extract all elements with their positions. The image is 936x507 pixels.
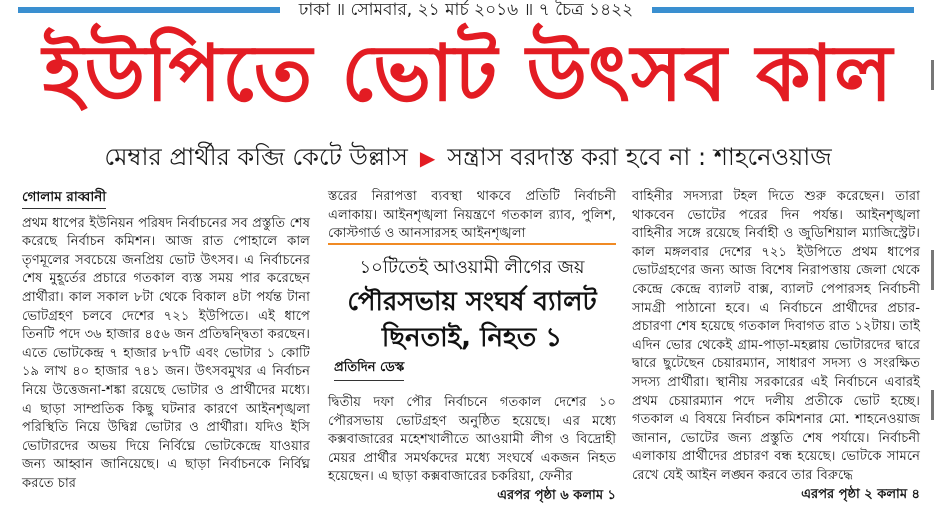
lead-story-text-3: বাহিনীর সদস্যরা টহল দিতে শুরু করেছেন। তারা থাকবেন ভোটের পরের দিন পর্যন্ত। আইনশৃঙ্খলা বাহিনীর সঙ্গে রয়েছে নির্বাহী ও জুডিশিয়াল ম্যাজিস্ট্রেট। কাল মঙ্গলবার দেশের ৭২১ ইউপিতে প্রথম ধাপের ভোটগ্রহণের জন্য আজ বিশেষ নিরাপত্তায় জেলা থেকে কেন্দ্রে কেন্দ্রে ব্যালট বাক্স, ব্যালট পেপারসহ নির্বাচনী সামগ্রী পাঠানো হবে। এ নির্বাচনে প্রার্থীদের প্রচার-প্রচারণা শেষ হয়েছে গতকাল দিবাগত রাত ১২টায়। তাই এদিন ভোর থেকেই গ্রাম-পাড়া-মহল্লায় ভোটারদের দ্বারে দ্বারে ছুটেছেন চেয়ারম্যান, সাধারণ সদস্য ও সংরক্ষিত সদস্য প্রার্থীরা। স্থানীয় সরকারের এই নির্বাচনে এবারই প্রথম চেয়ারম্যান পদে দলীয় প্রতীকে ভোট হচ্ছে। গতকাল এ বিষয়ে নির্বাচন কমিশনার মো. শাহনেওয়াজ জানান, ভোটের জন্য প্রস্তুতি শেষ পর্যায়ে। নির্বাচনী এলাকায় প্রার্থীদের প্রচারণ বন্ধ হয়েছে। ভোটকে সামনে রেখে যেই আইন লঙ্ঘন করবে তার বিরুদ্ধে [632, 189, 920, 483]
second-story-kicker: ১০টিতেই আওয়ামী লীগের জয় [359, 257, 585, 278]
dateline: ঢাকা ॥ সোমবার, ২১ মার্চ ২০১৬ ॥ ৭ চৈত্র ১৪২২ [298, 0, 634, 20]
subhead-right: সন্ত্রাস বরদাস্ত করা হবে না : শাহনেওয়াজ [447, 143, 832, 171]
subhead-left: মেম্বার প্রার্থীর কব্জি কেটে উল্লাস [104, 143, 408, 171]
second-story-byline: প্রতিদিন ডেস্ক [334, 358, 404, 381]
byline: গোলাম রাব্বানী [22, 188, 106, 209]
edge-mark [931, 390, 934, 420]
top-rule-right [652, 7, 914, 13]
triangle-right-icon: ▶ [419, 146, 436, 170]
section-divider [328, 243, 616, 245]
continued-line: এরপর পৃষ্ঠা ৬ কলাম ১ [497, 487, 616, 503]
edge-mark [931, 60, 934, 90]
edge-mark [931, 250, 934, 290]
lead-story-column-2 [328, 188, 616, 244]
lead-headline: ইউপিতে ভোট উৎসব কাল [42, 29, 894, 119]
lead-story-text-1: প্রথম ধাপের ইউনিয়ন পরিষদ নির্বাচনের সব প্রস্তুতি শেষ করেছে নির্বাচন কমিশন। আজ রাত পোহালে কাল তৃণমূলের সবচেয়ে জনপ্রিয় ভোট উৎসব। এ নির্বাচনের শেষ মুহূর্তের প্রচারে গতকাল ব্যস্ত সময় পার করেছেন প্রার্থীরা। কাল সকাল ৮টা থেকে বিকাল ৪টা পর্যন্ত টানা ভোটগ্রহণ চলবে দেশের ৭২১ ইউপিতে। এই ধাপে তিনটি পদে ৩৬ হাজার ৪৫৬ জন প্রতিদ্বন্দ্বিতা করছেন। এতে ভোটকেন্দ্র ৭ হাজার ৮৭টি এবং ভোটার ১ কোটি ১৯ লাখ ৪০ হাজার ৭৪১ জন। উৎসবমুখর এ নির্বাচন নিয়ে উত্তেজনা-শঙ্কা রয়েছে ভোটার ও প্রার্থীদের মধ্যে। এ ছাড়া সাম্প্রতিক কিছু ঘটনার কারণে আইনশৃঙ্খলা পরিস্থিতি নিয়ে উদ্বিগ্ন ভোটার ও প্রার্থীরা। যদিও ইসি ভোটারদের অভয় দিয়ে নির্বিঘ্নে ভোটকেন্দ্রে যাওয়ার জন্য আহ্বান জানিয়েছে। এ ছাড়া নির্বাচনকে নির্বিঘ্ন করতে চার [22, 215, 310, 491]
continued-line: এরপর পৃষ্ঠা ২ কলাম ৪ [801, 486, 920, 502]
second-story-text: দ্বিতীয় দফা পৌর নির্বাচনে গতকাল দেশের ১০ পৌরসভায় ভোটগ্রহণ অনুষ্ঠিত হয়েছে। এর মধ্যে কক্সবাজারের মহেশখালীতে আওয়ামী লীগ ও বিদ্রোহী মেয়র প্রার্থীর সমর্থকদের মধ্যে সংঘর্ষে একজন নিহত হয়েছেন। এ ছাড়া কক্সবাজারের চকরিয়া, ফেনীর [328, 395, 616, 485]
lead-subhead [0, 140, 936, 175]
lead-story-column-1 [22, 188, 310, 494]
lead-story-column-3 [632, 188, 920, 504]
second-story-headline: পৌরসভায় সংঘর্ষ ব্যালট ছিনতাই, নিহত ১ [347, 287, 597, 353]
page-edge [922, 0, 936, 507]
masthead-strip [0, 0, 936, 22]
lead-story-text-2: স্তরের নিরাপত্তা ব্যবস্থা থাকবে প্রতিটি নির্বাচনী এলাকায়। আইনশৃঙ্খলা নিয়ন্ত্রণে গতকাল র‍্যাব, পুলিশ, কোস্টগার্ড ও আনসারসহ আইনশৃঙ্খলা [328, 189, 616, 242]
second-story-body [328, 394, 616, 506]
top-rule-left [18, 7, 280, 13]
